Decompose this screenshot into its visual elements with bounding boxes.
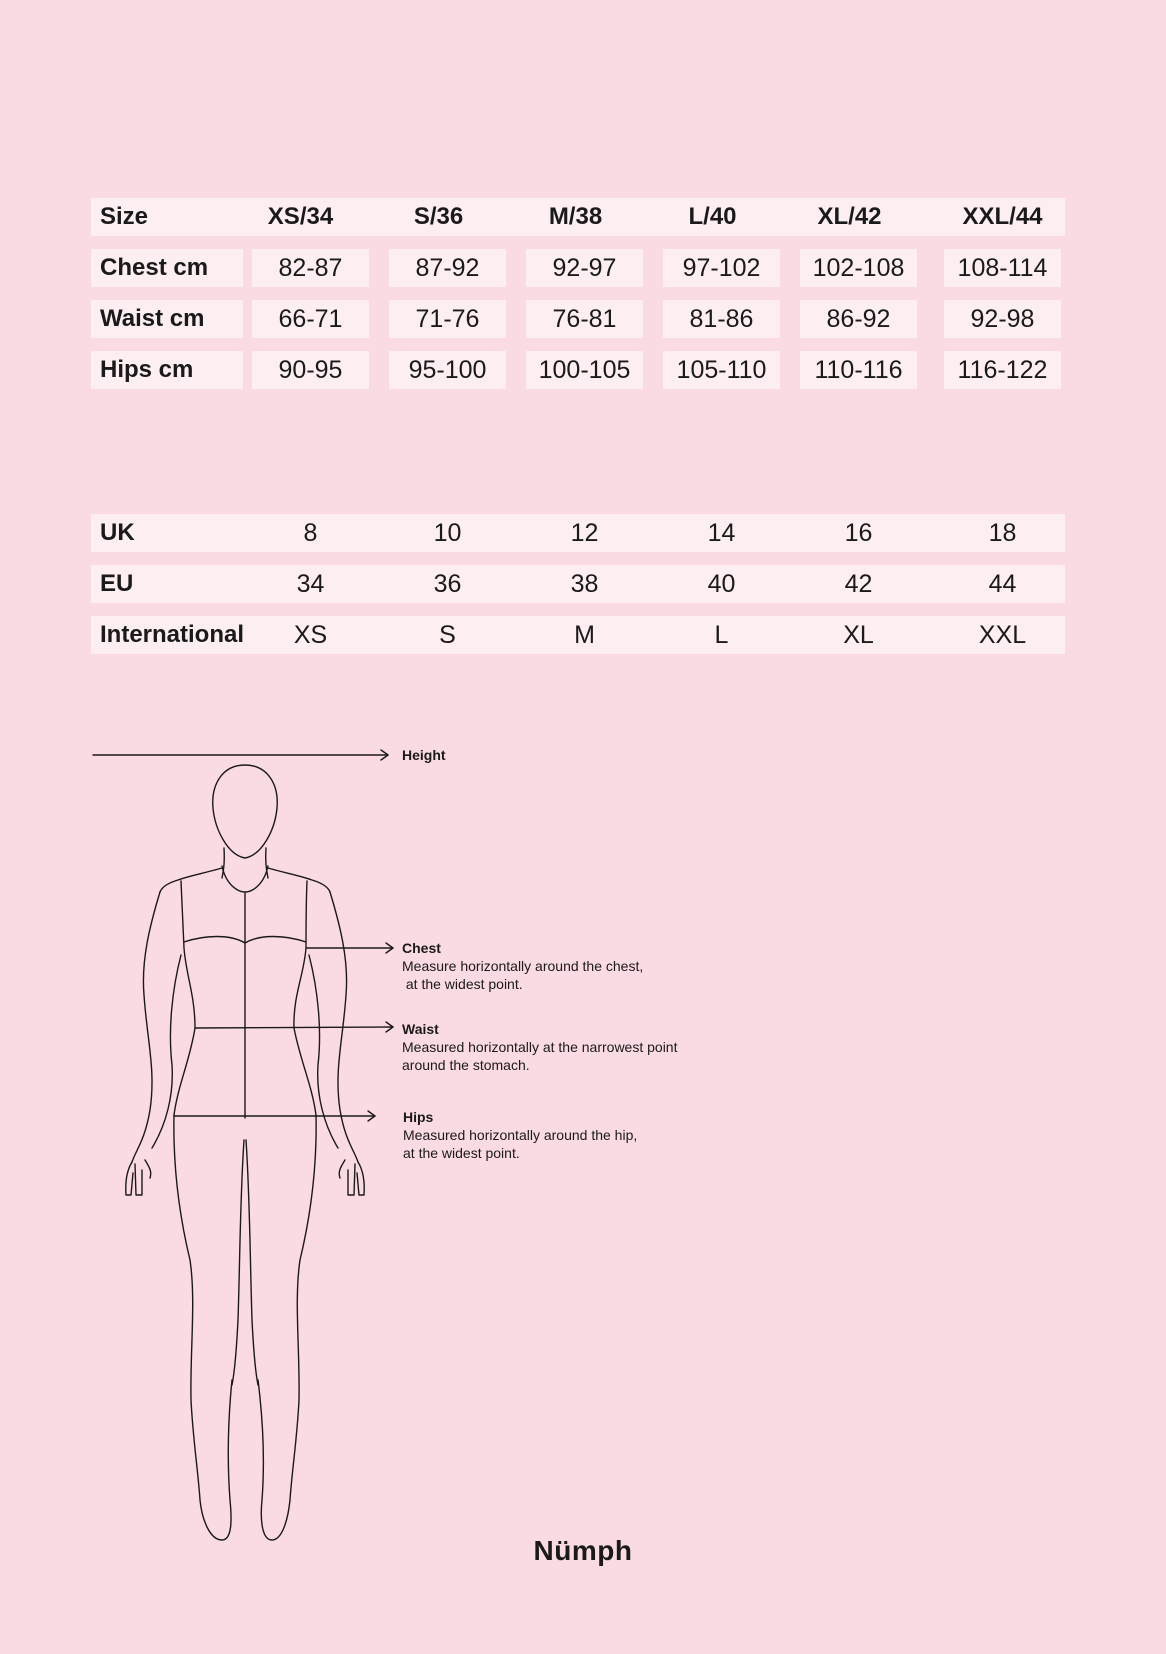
table-cell: 14 — [707, 519, 736, 547]
table-cell: 90-95 — [252, 351, 369, 389]
table-cell: XS — [293, 621, 328, 649]
table-cell: 34 — [296, 570, 325, 598]
table-cell: 110-116 — [800, 351, 917, 389]
table-cell: 92-97 — [526, 249, 643, 287]
table-cell: 97-102 — [663, 249, 780, 287]
height-note — [402, 746, 446, 764]
table-cell: 76-81 — [526, 300, 643, 338]
table-cell: 36 — [433, 570, 462, 598]
size-col-header: XXL/44 — [962, 203, 1043, 230]
row-label: International — [100, 621, 245, 648]
hips-note — [403, 1108, 637, 1162]
row-label: Hips cm — [91, 351, 243, 389]
size-col-header: L/40 — [688, 203, 737, 230]
hips-desc-line1: Measured horizontally around the hip, — [403, 1127, 638, 1143]
table-cell: 116-122 — [944, 351, 1061, 389]
waist-note — [402, 1020, 677, 1074]
row-label: Chest cm — [91, 249, 243, 287]
chest-title: Chest — [402, 940, 441, 956]
table-cell: 86-92 — [800, 300, 917, 338]
table-cell: 8 — [303, 519, 318, 547]
table-cell: 108-114 — [944, 249, 1061, 287]
row-label: UK — [100, 519, 135, 546]
table-cell: 12 — [570, 519, 599, 547]
height-title: Height — [402, 747, 446, 763]
table-cell: 10 — [433, 519, 462, 547]
waist-title: Waist — [402, 1021, 439, 1037]
table-cell: M — [574, 621, 595, 649]
table-cell: 38 — [570, 570, 599, 598]
table-cell: S — [439, 621, 456, 649]
table-cell: 42 — [844, 570, 873, 598]
table-cell: 81-86 — [663, 300, 780, 338]
table-cell: 18 — [988, 519, 1017, 547]
table-cell: L — [714, 621, 729, 649]
table-cell: 102-108 — [800, 249, 917, 287]
table-cell: 44 — [988, 570, 1017, 598]
size-col-header: XS/34 — [267, 203, 334, 230]
table-cell: 92-98 — [944, 300, 1061, 338]
head-outline — [213, 765, 277, 858]
table-cell: 95-100 — [389, 351, 506, 389]
table-cell: 40 — [707, 570, 736, 598]
table-cell: 71-76 — [389, 300, 506, 338]
chest-desc-line1: Measure horizontally around the chest, — [402, 958, 644, 974]
hips-title: Hips — [403, 1109, 434, 1125]
waist-desc-line2: around the stomach. — [402, 1057, 530, 1073]
size-col-header: XL/42 — [817, 203, 882, 230]
row-label: EU — [100, 570, 134, 597]
table-cell: 16 — [844, 519, 873, 547]
table-cell: 87-92 — [389, 249, 506, 287]
size-header-label: Size — [100, 203, 149, 230]
chest-note — [402, 939, 643, 993]
table-cell: 100-105 — [526, 351, 643, 389]
brand-logo: Nümph — [533, 1535, 633, 1566]
row-label: Waist cm — [91, 300, 243, 338]
table-cell: 66-71 — [252, 300, 369, 338]
table-cell: 105-110 — [663, 351, 780, 389]
table-cell: XXL — [978, 621, 1027, 649]
size-col-header: S/36 — [413, 203, 464, 230]
table-cell: XL — [843, 621, 874, 649]
hips-desc-line2: at the widest point. — [403, 1145, 520, 1161]
size-col-header: M/38 — [548, 203, 603, 230]
chest-desc-line2: at the widest point. — [402, 976, 523, 992]
waist-desc-line1: Measured horizontally at the narrowest point — [402, 1039, 678, 1055]
waist-line — [195, 1027, 393, 1028]
table-cell: 82-87 — [252, 249, 369, 287]
